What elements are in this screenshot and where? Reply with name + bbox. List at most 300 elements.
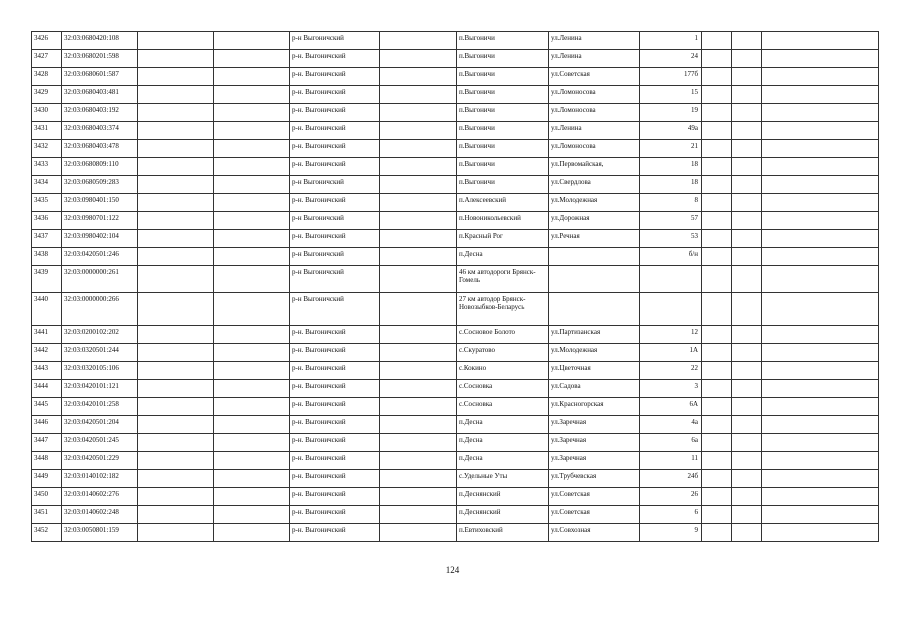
locality-cell: с.Кокино: [457, 362, 549, 380]
empty-cell: [214, 230, 290, 248]
empty-cell: [138, 470, 214, 488]
page-number: 124: [445, 565, 460, 575]
district-cell: р-н. Выгоничский: [290, 122, 380, 140]
street-cell: ул.Речная: [549, 230, 640, 248]
cadastral-number-cell: 32:03:0420501:229: [62, 452, 138, 470]
cadastral-number-cell: 32:03:0420101:121: [62, 380, 138, 398]
empty-cell: [702, 293, 732, 326]
table-row: [32, 398, 879, 416]
house-number-cell: 15: [640, 86, 702, 104]
row-number-cell: 3443: [32, 362, 62, 380]
empty-cell: [732, 488, 762, 506]
empty-cell: [214, 524, 290, 542]
locality-cell: с.Сосновка: [457, 380, 549, 398]
street-cell: [549, 266, 640, 293]
row-number-cell: 3426: [32, 32, 62, 50]
empty-cell: [380, 344, 457, 362]
locality-cell: 46 км автодороги Брянск-Гомель: [457, 266, 549, 293]
cadastral-number-cell: 32:03:0420501:245: [62, 434, 138, 452]
cadastral-number-cell: 32:03:0680403:192: [62, 104, 138, 122]
house-number-cell: 11: [640, 452, 702, 470]
empty-cell: [214, 434, 290, 452]
table-row: [32, 326, 879, 344]
empty-cell: [702, 524, 732, 542]
empty-cell: [214, 506, 290, 524]
street-cell: ул.Первомайская,: [549, 158, 640, 176]
table-row: [32, 194, 879, 212]
empty-cell: [732, 32, 762, 50]
house-number-cell: 24: [640, 50, 702, 68]
district-cell: р-н. Выгоничский: [290, 50, 380, 68]
table-row: [32, 434, 879, 452]
street-cell: ул.Молодежная: [549, 344, 640, 362]
empty-cell: [138, 194, 214, 212]
street-cell: ул.Цветочная: [549, 362, 640, 380]
empty-cell: [702, 398, 732, 416]
empty-cell: [138, 380, 214, 398]
row-number-cell: 3439: [32, 266, 62, 293]
row-number-cell: 3430: [32, 104, 62, 122]
row-number-cell: 3428: [32, 68, 62, 86]
house-number-cell: 3: [640, 380, 702, 398]
house-number-cell: 24б: [640, 470, 702, 488]
empty-cell: [380, 380, 457, 398]
house-number-cell: 8: [640, 194, 702, 212]
empty-cell: [702, 194, 732, 212]
empty-cell: [138, 140, 214, 158]
locality-cell: п.Десна: [457, 434, 549, 452]
empty-cell: [380, 32, 457, 50]
house-number-cell: б/н: [640, 248, 702, 266]
empty-cell: [732, 344, 762, 362]
empty-cell: [762, 122, 879, 140]
empty-cell: [702, 470, 732, 488]
empty-cell: [138, 362, 214, 380]
house-number-cell: 19: [640, 104, 702, 122]
locality-cell: п.Выгоничи: [457, 86, 549, 104]
empty-cell: [380, 212, 457, 230]
empty-cell: [762, 230, 879, 248]
table-row: [32, 506, 879, 524]
district-cell: р-н. Выгоничский: [290, 470, 380, 488]
empty-cell: [702, 488, 732, 506]
table-row: [32, 68, 879, 86]
street-cell: [549, 248, 640, 266]
table-row: [32, 293, 879, 326]
empty-cell: [380, 122, 457, 140]
empty-cell: [702, 248, 732, 266]
row-number-cell: 3429: [32, 86, 62, 104]
empty-cell: [138, 293, 214, 326]
district-cell: р-н. Выгоничский: [290, 488, 380, 506]
empty-cell: [732, 266, 762, 293]
empty-cell: [138, 488, 214, 506]
empty-cell: [762, 398, 879, 416]
empty-cell: [732, 194, 762, 212]
row-number-cell: 3449: [32, 470, 62, 488]
empty-cell: [702, 140, 732, 158]
empty-cell: [702, 212, 732, 230]
empty-cell: [214, 50, 290, 68]
empty-cell: [214, 380, 290, 398]
house-number-cell: 18: [640, 176, 702, 194]
cadastral-number-cell: 32:03:0680509:283: [62, 176, 138, 194]
empty-cell: [214, 293, 290, 326]
empty-cell: [702, 452, 732, 470]
row-number-cell: 3437: [32, 230, 62, 248]
street-cell: ул.Совхозная: [549, 524, 640, 542]
house-number-cell: 6а: [640, 434, 702, 452]
empty-cell: [732, 452, 762, 470]
cadastral-number-cell: 32:03:0680403:481: [62, 86, 138, 104]
cadastral-number-cell: 32:03:0420501:204: [62, 416, 138, 434]
table-row: [32, 452, 879, 470]
empty-cell: [702, 326, 732, 344]
row-number-cell: 3450: [32, 488, 62, 506]
empty-cell: [732, 506, 762, 524]
empty-cell: [702, 230, 732, 248]
table-row: [32, 470, 879, 488]
empty-cell: [214, 326, 290, 344]
empty-cell: [138, 434, 214, 452]
empty-cell: [702, 506, 732, 524]
cadastral-number-cell: 32:03:0680420:108: [62, 32, 138, 50]
locality-cell: п.Евтиховский: [457, 524, 549, 542]
cadastral-number-cell: 32:03:0140602:276: [62, 488, 138, 506]
house-number-cell: 4а: [640, 416, 702, 434]
street-cell: ул.Заречная: [549, 434, 640, 452]
locality-cell: п.Деснянский: [457, 488, 549, 506]
empty-cell: [762, 416, 879, 434]
empty-cell: [214, 140, 290, 158]
cadastral-number-cell: 32:03:0680403:374: [62, 122, 138, 140]
empty-cell: [214, 86, 290, 104]
empty-cell: [380, 158, 457, 176]
locality-cell: с.Сосновка: [457, 398, 549, 416]
district-cell: р-н. Выгоничский: [290, 434, 380, 452]
street-cell: ул.Дорожная: [549, 212, 640, 230]
district-cell: р-н. Выгоничский: [290, 362, 380, 380]
row-number-cell: 3434: [32, 176, 62, 194]
district-cell: р-н. Выгоничский: [290, 326, 380, 344]
locality-cell: п.Новоникольевский: [457, 212, 549, 230]
house-number-cell: 1: [640, 32, 702, 50]
cadastral-number-cell: 32:03:0140102:182: [62, 470, 138, 488]
empty-cell: [214, 122, 290, 140]
empty-cell: [380, 194, 457, 212]
locality-cell: п.Десна: [457, 416, 549, 434]
table-row: [32, 248, 879, 266]
street-cell: ул.Молодежная: [549, 194, 640, 212]
house-number-cell: 49а: [640, 122, 702, 140]
empty-cell: [702, 32, 732, 50]
empty-cell: [138, 326, 214, 344]
table-row: [32, 32, 879, 50]
empty-cell: [138, 104, 214, 122]
district-cell: р-н Выгоничский: [290, 248, 380, 266]
cadastral-number-cell: 32:03:0050801:159: [62, 524, 138, 542]
empty-cell: [762, 266, 879, 293]
house-number-cell: [640, 266, 702, 293]
empty-cell: [702, 104, 732, 122]
street-cell: ул.Трубчевская: [549, 470, 640, 488]
empty-cell: [762, 248, 879, 266]
locality-cell: п.Красный Рог: [457, 230, 549, 248]
house-number-cell: [640, 293, 702, 326]
district-cell: р-н Выгоничский: [290, 266, 380, 293]
empty-cell: [762, 158, 879, 176]
empty-cell: [138, 50, 214, 68]
cadastral-number-cell: 32:03:0680201:598: [62, 50, 138, 68]
empty-cell: [702, 50, 732, 68]
register-table: [31, 31, 879, 542]
street-cell: ул.Партизанская: [549, 326, 640, 344]
empty-cell: [380, 266, 457, 293]
empty-cell: [380, 416, 457, 434]
empty-cell: [214, 362, 290, 380]
district-cell: р-н. Выгоничский: [290, 344, 380, 362]
empty-cell: [138, 122, 214, 140]
empty-cell: [214, 344, 290, 362]
locality-cell: с.Сосновое Болото: [457, 326, 549, 344]
table-row: [32, 416, 879, 434]
empty-cell: [702, 86, 732, 104]
empty-cell: [762, 470, 879, 488]
empty-cell: [732, 293, 762, 326]
empty-cell: [214, 68, 290, 86]
row-number-cell: 3442: [32, 344, 62, 362]
table-row: [32, 212, 879, 230]
empty-cell: [732, 212, 762, 230]
empty-cell: [732, 140, 762, 158]
empty-cell: [732, 470, 762, 488]
district-cell: р-н Выгоничский: [290, 176, 380, 194]
empty-cell: [762, 434, 879, 452]
row-number-cell: 3431: [32, 122, 62, 140]
empty-cell: [138, 416, 214, 434]
empty-cell: [762, 104, 879, 122]
street-cell: ул.Заречная: [549, 416, 640, 434]
empty-cell: [380, 470, 457, 488]
empty-cell: [380, 293, 457, 326]
locality-cell: п.Выгоничи: [457, 32, 549, 50]
empty-cell: [138, 398, 214, 416]
empty-cell: [762, 488, 879, 506]
locality-cell: п.Десна: [457, 452, 549, 470]
empty-cell: [138, 248, 214, 266]
district-cell: р-н. Выгоничский: [290, 86, 380, 104]
table-row: [32, 380, 879, 398]
empty-cell: [732, 248, 762, 266]
house-number-cell: 9: [640, 524, 702, 542]
empty-cell: [214, 398, 290, 416]
district-cell: р-н Выгоничский: [290, 212, 380, 230]
house-number-cell: 22: [640, 362, 702, 380]
empty-cell: [138, 158, 214, 176]
district-cell: р-н. Выгоничский: [290, 68, 380, 86]
empty-cell: [732, 434, 762, 452]
empty-cell: [732, 68, 762, 86]
locality-cell: п.Выгоничи: [457, 158, 549, 176]
empty-cell: [380, 506, 457, 524]
house-number-cell: 57: [640, 212, 702, 230]
street-cell: ул.Ленина: [549, 122, 640, 140]
cadastral-number-cell: 32:03:0140602:248: [62, 506, 138, 524]
district-cell: р-н Выгоничский: [290, 293, 380, 326]
empty-cell: [732, 230, 762, 248]
table-row: [32, 524, 879, 542]
street-cell: ул.Ломоносова: [549, 140, 640, 158]
row-number-cell: 3438: [32, 248, 62, 266]
table-row: [32, 86, 879, 104]
street-cell: ул.Советская: [549, 506, 640, 524]
empty-cell: [702, 362, 732, 380]
cadastral-number-cell: 32:03:0000000:261: [62, 266, 138, 293]
cadastral-number-cell: 32:03:0320105:106: [62, 362, 138, 380]
empty-cell: [762, 452, 879, 470]
locality-cell: с.Скуратово: [457, 344, 549, 362]
locality-cell: с.Удельные Уты: [457, 470, 549, 488]
empty-cell: [380, 230, 457, 248]
street-cell: ул.Ленина: [549, 32, 640, 50]
empty-cell: [138, 452, 214, 470]
empty-cell: [732, 380, 762, 398]
empty-cell: [732, 398, 762, 416]
empty-cell: [380, 524, 457, 542]
empty-cell: [380, 248, 457, 266]
empty-cell: [732, 86, 762, 104]
table-row: [32, 266, 879, 293]
house-number-cell: 26: [640, 488, 702, 506]
empty-cell: [732, 362, 762, 380]
street-cell: ул.Садова: [549, 380, 640, 398]
locality-cell: п.Выгоничи: [457, 122, 549, 140]
table-row: [32, 488, 879, 506]
cadastral-number-cell: 32:03:0680403:478: [62, 140, 138, 158]
empty-cell: [702, 344, 732, 362]
empty-cell: [762, 86, 879, 104]
empty-cell: [762, 68, 879, 86]
empty-cell: [138, 212, 214, 230]
empty-cell: [762, 140, 879, 158]
empty-cell: [702, 434, 732, 452]
empty-cell: [762, 293, 879, 326]
district-cell: р-н. Выгоничский: [290, 506, 380, 524]
empty-cell: [762, 50, 879, 68]
cadastral-number-cell: 32:03:0980401:150: [62, 194, 138, 212]
empty-cell: [732, 176, 762, 194]
district-cell: р-н Выгоничский: [290, 32, 380, 50]
cadastral-number-cell: 32:03:0680809:110: [62, 158, 138, 176]
street-cell: ул.Свердлова: [549, 176, 640, 194]
house-number-cell: 53: [640, 230, 702, 248]
empty-cell: [214, 104, 290, 122]
empty-cell: [380, 326, 457, 344]
empty-cell: [762, 380, 879, 398]
street-cell: ул.Ломоносова: [549, 86, 640, 104]
street-cell: ул.Красногорская: [549, 398, 640, 416]
empty-cell: [732, 524, 762, 542]
empty-cell: [214, 266, 290, 293]
street-cell: [549, 293, 640, 326]
row-number-cell: 3445: [32, 398, 62, 416]
cadastral-number-cell: 32:03:0320501:244: [62, 344, 138, 362]
empty-cell: [138, 230, 214, 248]
empty-cell: [138, 266, 214, 293]
empty-cell: [138, 86, 214, 104]
row-number-cell: 3433: [32, 158, 62, 176]
table-row: [32, 362, 879, 380]
empty-cell: [762, 362, 879, 380]
empty-cell: [138, 344, 214, 362]
empty-cell: [732, 326, 762, 344]
district-cell: р-н. Выгоничский: [290, 104, 380, 122]
empty-cell: [762, 524, 879, 542]
cadastral-number-cell: 32:03:0420101:258: [62, 398, 138, 416]
table-body: [32, 32, 879, 542]
empty-cell: [380, 68, 457, 86]
empty-cell: [214, 176, 290, 194]
empty-cell: [214, 158, 290, 176]
empty-cell: [732, 416, 762, 434]
street-cell: ул.Советская: [549, 488, 640, 506]
empty-cell: [702, 68, 732, 86]
locality-cell: п.Выгоничи: [457, 176, 549, 194]
cadastral-number-cell: 32:03:0000000:266: [62, 293, 138, 326]
empty-cell: [380, 398, 457, 416]
empty-cell: [762, 344, 879, 362]
cadastral-number-cell: 32:03:0420501:246: [62, 248, 138, 266]
locality-cell: 27 км автодор Брянск-Новозыбков-Беларусь: [457, 293, 549, 326]
table-row: [32, 104, 879, 122]
district-cell: р-н. Выгоничский: [290, 230, 380, 248]
empty-cell: [762, 194, 879, 212]
locality-cell: п.Выгоничи: [457, 50, 549, 68]
table-row: [32, 230, 879, 248]
locality-cell: п.Выгоничи: [457, 104, 549, 122]
empty-cell: [762, 212, 879, 230]
empty-cell: [380, 176, 457, 194]
cadastral-number-cell: 32:03:0980402:104: [62, 230, 138, 248]
empty-cell: [380, 434, 457, 452]
district-cell: р-н. Выгоничский: [290, 524, 380, 542]
empty-cell: [702, 176, 732, 194]
locality-cell: п.Деснянский: [457, 506, 549, 524]
row-number-cell: 3427: [32, 50, 62, 68]
row-number-cell: 3432: [32, 140, 62, 158]
empty-cell: [702, 416, 732, 434]
empty-cell: [138, 506, 214, 524]
empty-cell: [762, 506, 879, 524]
empty-cell: [138, 176, 214, 194]
empty-cell: [138, 68, 214, 86]
empty-cell: [702, 380, 732, 398]
district-cell: р-н. Выгоничский: [290, 416, 380, 434]
house-number-cell: 21: [640, 140, 702, 158]
empty-cell: [380, 50, 457, 68]
locality-cell: п.Выгоничи: [457, 68, 549, 86]
row-number-cell: 3447: [32, 434, 62, 452]
house-number-cell: 12: [640, 326, 702, 344]
empty-cell: [214, 488, 290, 506]
empty-cell: [732, 158, 762, 176]
table-row: [32, 176, 879, 194]
empty-cell: [214, 212, 290, 230]
empty-cell: [702, 158, 732, 176]
empty-cell: [214, 470, 290, 488]
locality-cell: п.Алексеевский: [457, 194, 549, 212]
house-number-cell: 177б: [640, 68, 702, 86]
